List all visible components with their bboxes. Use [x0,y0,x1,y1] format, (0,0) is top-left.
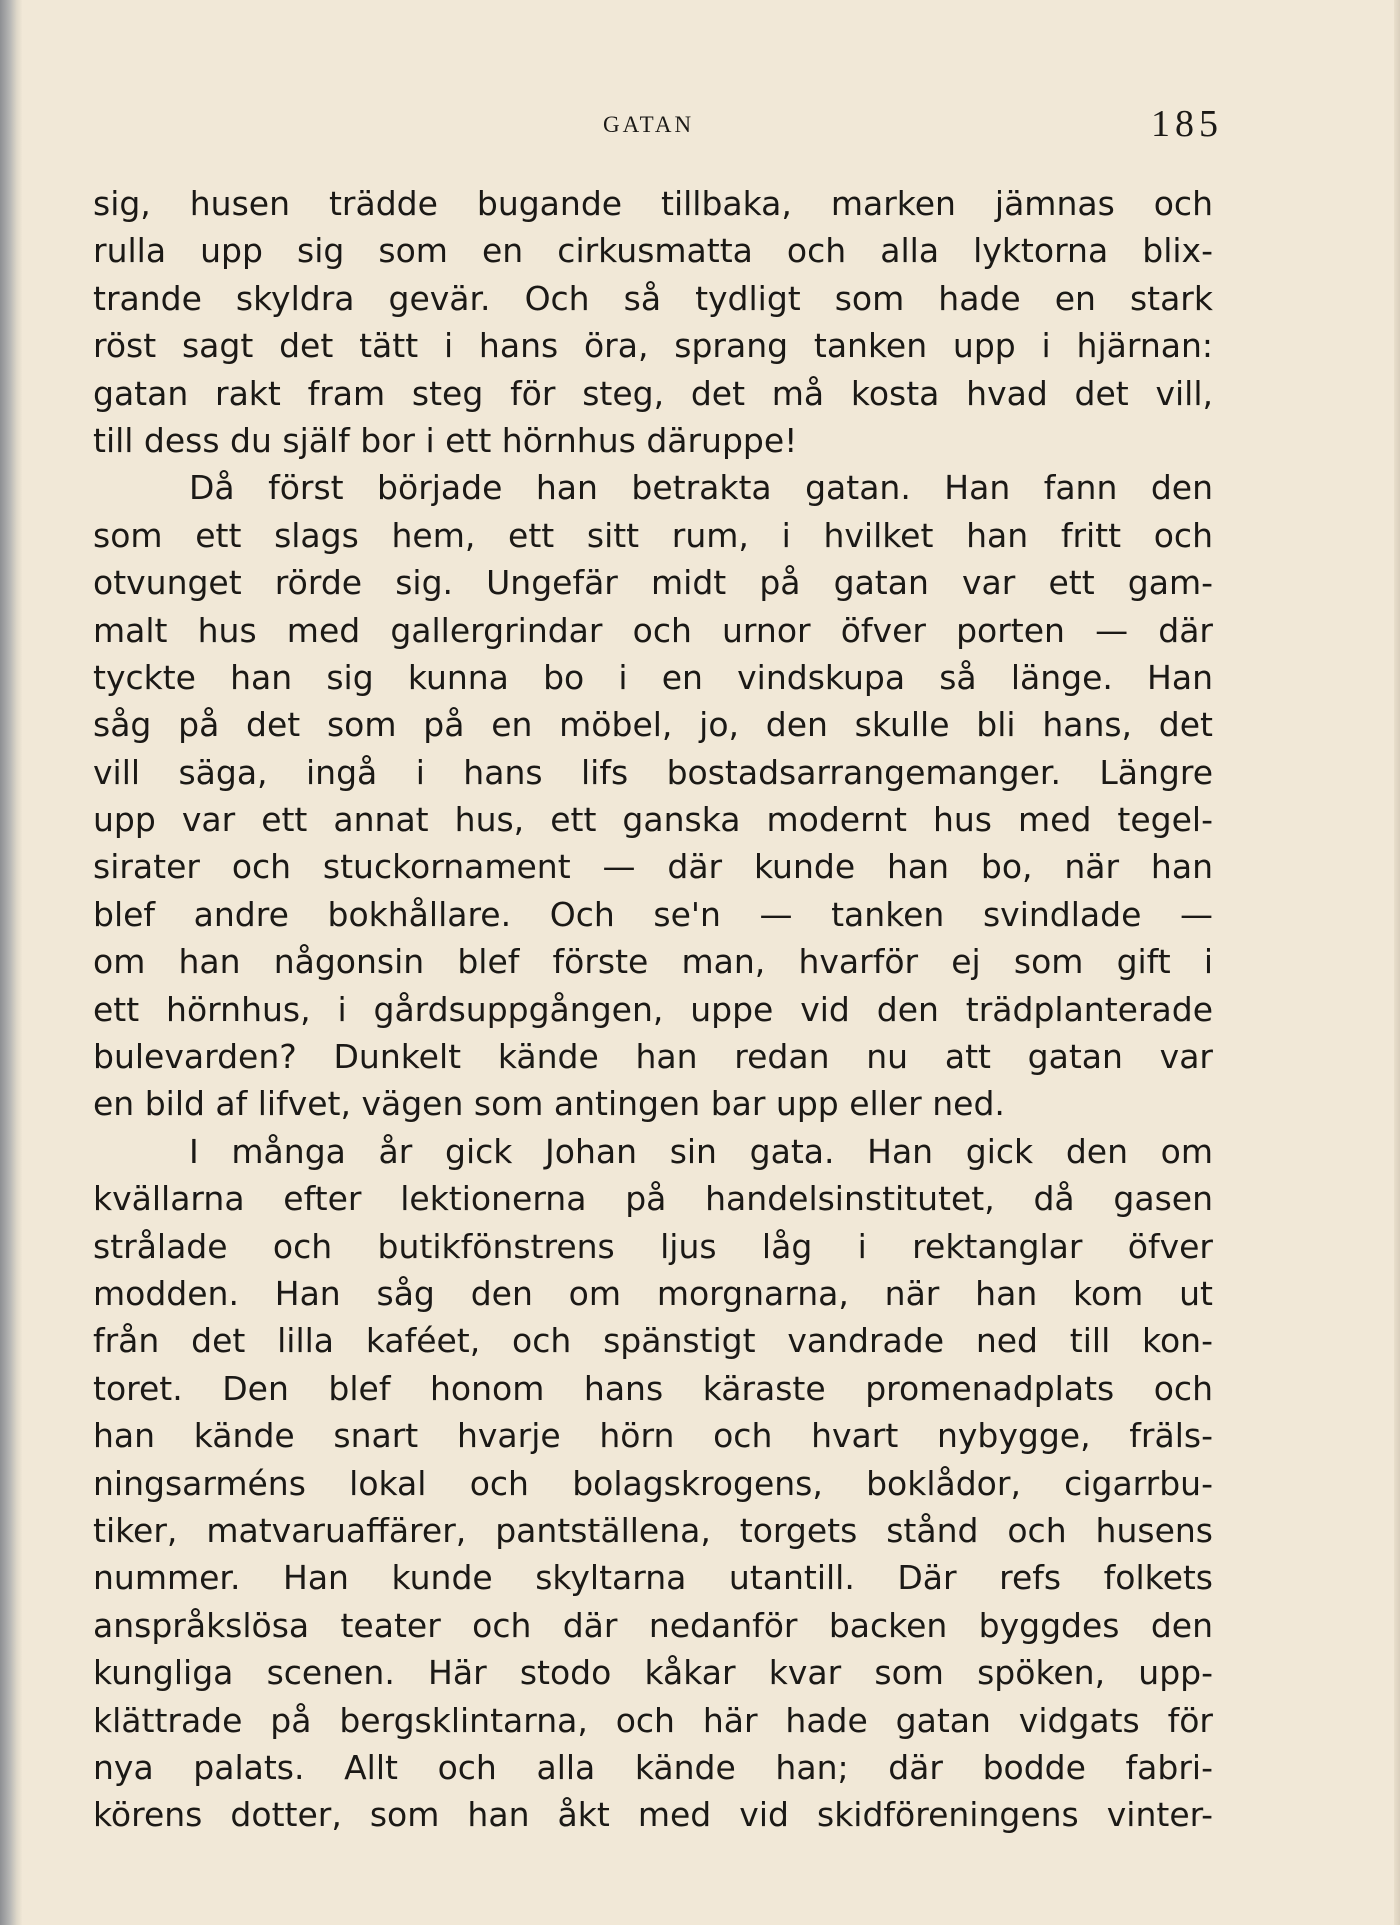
body-text [93,180,1213,1839]
text-line: strålade och butikfönstrens ljus låg i rektanglar öfver [93,1226,1213,1266]
text-line: Då först började han betrakta gatan. Han fann den [189,468,1213,508]
text-line: han kände snart hvarje hörn och hvart nybygge, fräls- [93,1416,1213,1456]
text-line: röst sagt det tätt i hans öra, sprang tanken upp i hjärnan: [93,326,1213,366]
text-line: såg på det som på en möbel, jo, den skulle bli hans, det [93,705,1213,745]
text-line: ett hörnhus, i gårdsuppgången, uppe vid den trädplanterade [93,989,1213,1029]
text-line: som ett slags hem, ett sitt rum, i hvilket han fritt och [93,515,1213,555]
text-line: tiker, matvaruaffärer, pantställena, torgets stånd och husens [93,1510,1213,1550]
text-line: modden. Han såg den om morgnarna, när han kom ut [93,1273,1213,1313]
page-number: 185 [1151,103,1223,145]
text-line: tyckte han sig kunna bo i en vindskupa så länge. Han [93,657,1213,697]
text-line: körens dotter, som han åkt med vid skidföreningens vinter- [93,1795,1213,1835]
page-edge [1394,0,1400,1925]
text-line: rulla upp sig som en cirkusmatta och alla lyktorna blix- [93,231,1213,271]
text-line: nya palats. Allt och alla kände han; där bodde fabri- [93,1747,1213,1787]
text-line: vill säga, ingå i hans lifs bostadsarrangemanger. Längre [93,752,1213,792]
text-line: sirater och stuckornament — där kunde han bo, när han [93,847,1213,887]
text-line: från det lilla kaféet, och spänstigt vandrade ned till kon- [93,1321,1213,1361]
text-line: toret. Den blef honom hans käraste promenadplats och [93,1368,1213,1408]
text-line: en bild af lifvet, vägen som antingen bar upp eller ned. [93,1084,1005,1124]
text-line: ningsarméns lokal och bolagskrogens, boklådor, cigarrbu- [93,1463,1213,1503]
page-gutter-shadow [0,0,22,1925]
text-line: nummer. Han kunde skyltarna utantill. Där refs folkets [93,1558,1213,1598]
text-line: kungliga scenen. Här stodo kåkar kvar som spöken, upp- [93,1653,1213,1693]
text-line: klättrade på bergsklintarna, och här hade gatan vidgats för [93,1700,1213,1740]
text-line: otvunget rörde sig. Ungefär midt på gatan var ett gam- [93,563,1213,603]
text-line: kvällarna efter lektionerna på handelsinstitutet, då gasen [93,1179,1213,1219]
text-line: gatan rakt fram steg för steg, det må kosta hvad det vill, [93,373,1213,413]
text-line: bulevarden? Dunkelt kände han redan nu att gatan var [93,1037,1213,1077]
text-line: malt hus med gallergrindar och urnor öfver porten — där [93,610,1213,650]
text-line: om han någonsin blef förste man, hvarför ej som gift i [93,942,1213,982]
text-line: I många år gick Johan sin gata. Han gick den om [189,1131,1213,1171]
text-line: trande skyldra gevär. Och så tydligt som hade en stark [93,278,1213,318]
text-line: anspråkslösa teater och där nedanför backen byggdes den [93,1605,1213,1645]
page-header [0,100,1400,145]
text-line: till dess du själf bor i ett hörnhus däruppe! [93,420,798,460]
text-line: upp var ett annat hus, ett ganska modernt hus med tegel- [93,800,1213,840]
running-title: GATAN [603,112,695,137]
text-line: blef andre bokhållare. Och se'n — tanken svindlade — [93,894,1213,934]
text-line: sig, husen trädde bugande tillbaka, marken jämnas och [93,184,1213,223]
